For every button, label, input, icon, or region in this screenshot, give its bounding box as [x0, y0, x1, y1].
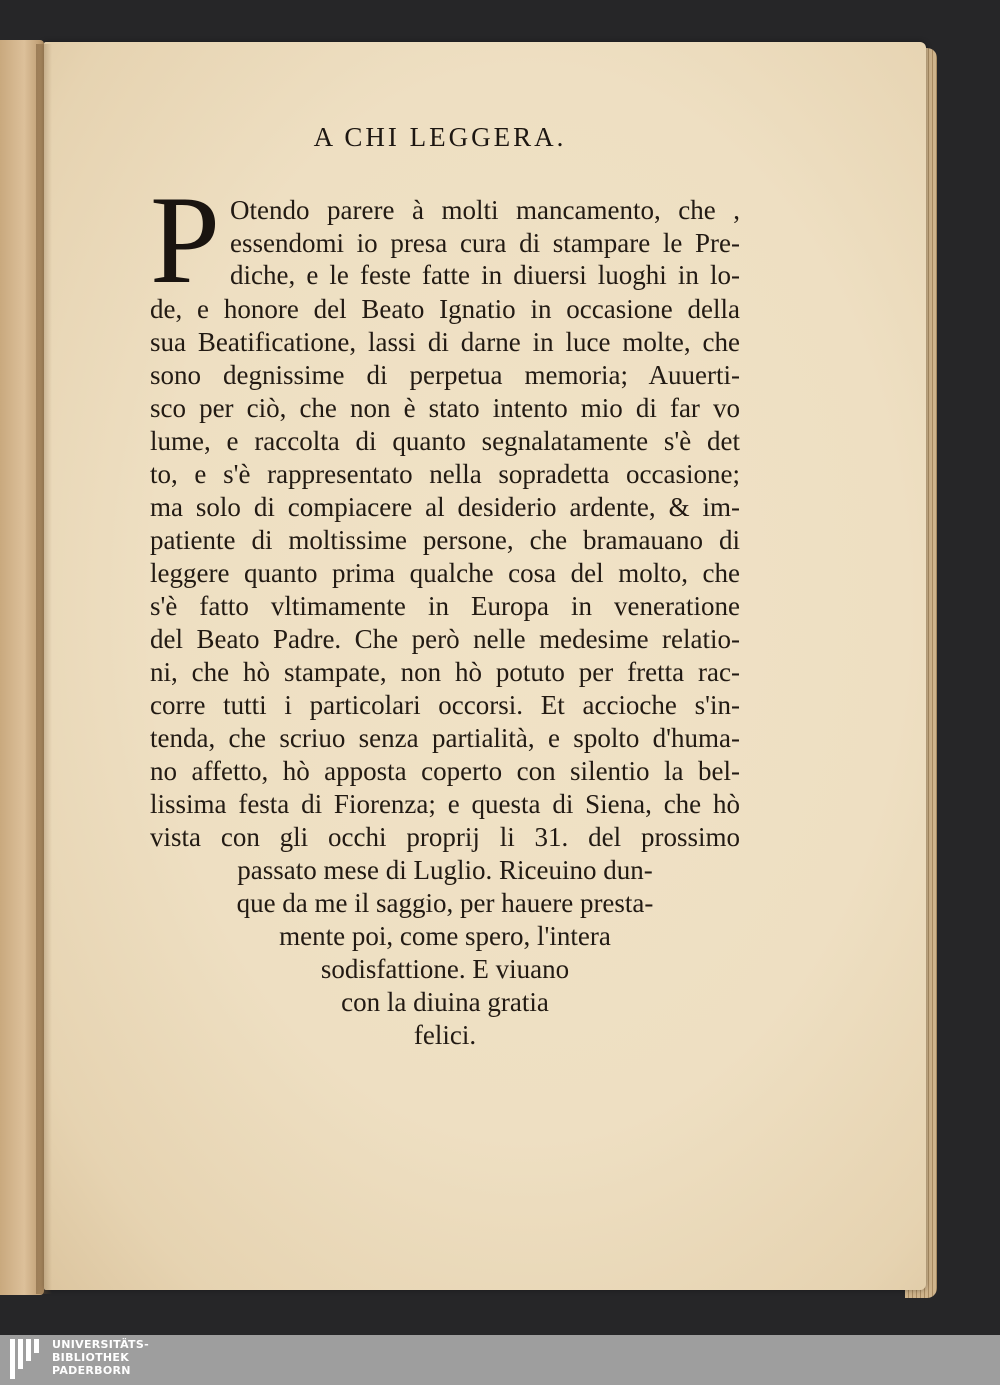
- book-gutter: [36, 44, 52, 1294]
- text-line: tenda, che scriuo senza partialità, e spolto d'huma-: [150, 723, 740, 753]
- library-logo-line3: PADERBORN: [52, 1364, 131, 1377]
- page-heading: A CHI LEGGERA.: [313, 122, 567, 152]
- text-line: leggere quanto prima qualche cosa del molto, che: [150, 558, 740, 588]
- text-line: de, e honore del Beato Ignatio in occasione della: [150, 294, 740, 324]
- text-line: sodisfattione. E viuano: [320, 954, 570, 984]
- text-line: sono degnissime di perpetua memoria; Auuerti-: [150, 360, 740, 390]
- text-line: lissima festa di Fiorenza; e questa di Siena, che hò: [150, 789, 740, 819]
- text-line: sco per ciò, che non è stato intento mio di far vo: [150, 393, 740, 423]
- text-line: diche, e le feste fatte in diuersi luoghi in lo-: [230, 260, 740, 290]
- text-line: s'è fatto vltimamente in Europa in veneratione: [150, 591, 740, 621]
- text-line: vista con gli occhi proprij li 31. del prossimo: [150, 822, 740, 852]
- text-line: mente poi, come spero, l'intera: [279, 921, 611, 951]
- text-line: patiente di moltissime persone, che bramauano di: [150, 525, 740, 555]
- text-line: sua Beatificatione, lassi di darne in luce molte, che: [150, 327, 740, 357]
- text-line: to, e s'è rappresentato nella sopradetta occasione;: [150, 459, 740, 489]
- text-line: con la diuina gratia: [341, 987, 549, 1017]
- library-logo-line1: UNIVERSITÄTS-: [52, 1338, 149, 1351]
- text-line: lume, e raccolta di quanto segnalatamente s'è det: [150, 426, 740, 456]
- text-line: Otendo parere à molti mancamento, che ,: [230, 195, 740, 225]
- text-line: ni, che hò stampate, non hò potuto per fretta rac-: [150, 657, 740, 687]
- text-line: essendomi io presa cura di stampare le Pre-: [230, 228, 740, 258]
- footer-bar: [0, 1335, 1000, 1385]
- text-line: no affetto, hò apposta coperto con silentio la bel-: [150, 756, 740, 786]
- text-line: que da me il saggio, per hauere presta-: [236, 888, 654, 918]
- library-logo-line2: BIBLIOTHEK: [52, 1351, 130, 1364]
- text-line: passato mese di Luglio. Riceuino dun-: [237, 855, 653, 885]
- drop-cap: P: [150, 171, 221, 310]
- library-logo-icon: [10, 1339, 40, 1379]
- text-line: ma solo di compiacere al desiderio ardente, & im-: [150, 492, 740, 522]
- text-line: felici.: [413, 1020, 477, 1050]
- text-line: del Beato Padre. Che però nelle medesime relatio-: [150, 624, 740, 654]
- text-line: corre tutti i particolari occorsi. Et accioche s'in-: [150, 690, 740, 720]
